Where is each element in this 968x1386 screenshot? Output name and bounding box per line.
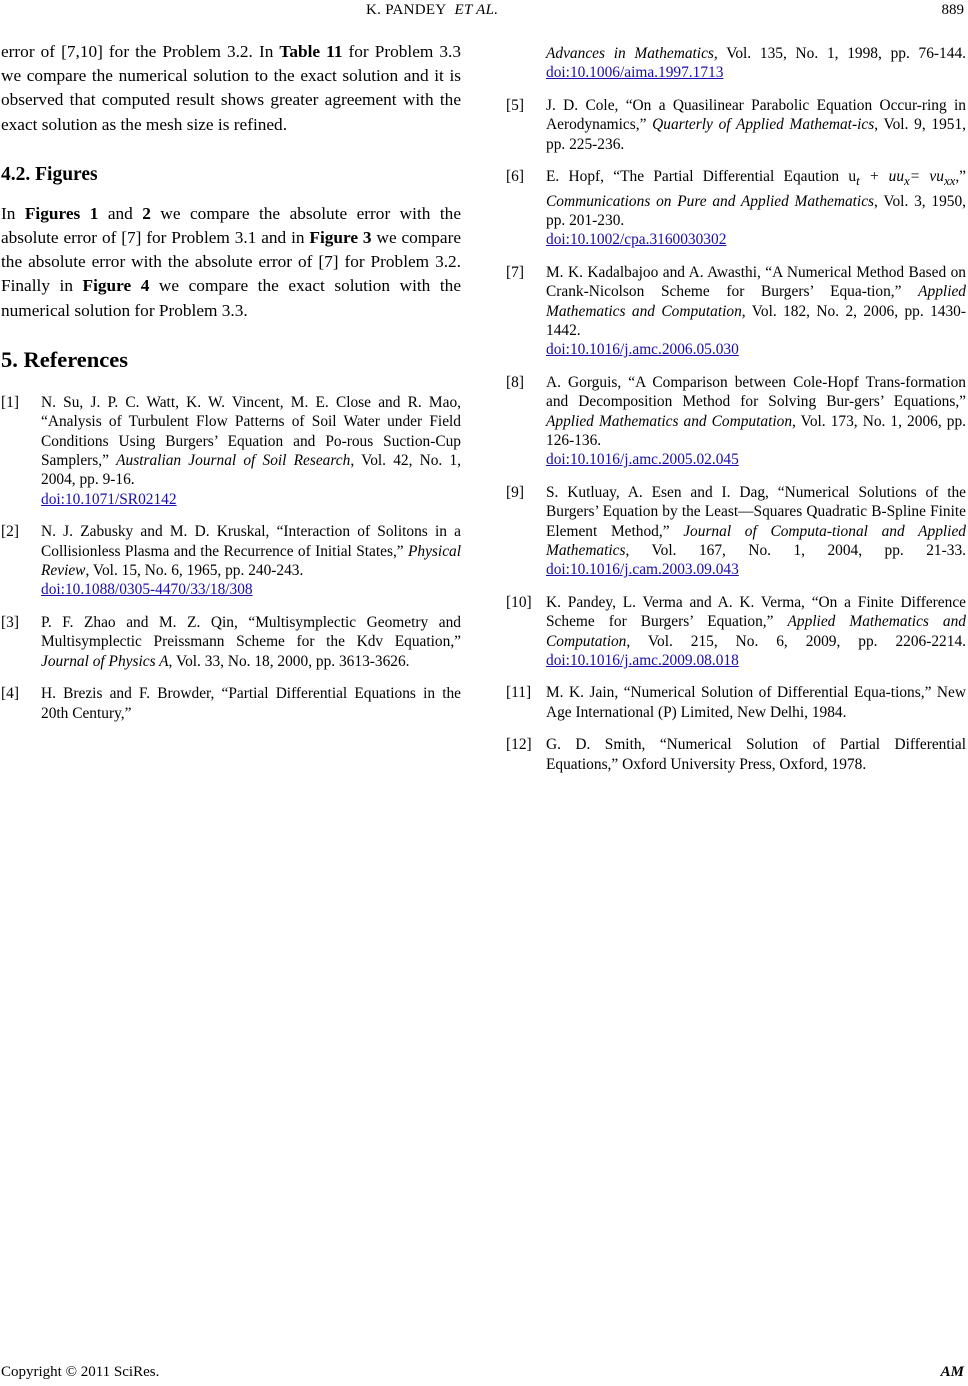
reference-item-continued — [506, 44, 966, 83]
reference-text: S. Kutluay, A. Esen and I. Dag, “Numerical Solutions of the Burgers’ Equation by the Least—Squares Quadratic B-Spline Finite Element Method,” — [546, 483, 966, 540]
doi-link[interactable]: doi:10.1006/aima.1997.1713 — [546, 64, 724, 82]
reference-text: , Vol. 167, No. 1, 2004, pp. 21-33. — [625, 542, 966, 560]
reference-number: [9] — [506, 483, 524, 501]
reference-number: [12] — [506, 736, 532, 754]
figures-paragraph — [1, 202, 461, 323]
reference-journal: Applied Mathematics and Computation — [546, 613, 967, 650]
reference-text: P. F. Zhao and M. Z. Qin, “Multisymplectic Geometry and Multisymplectic Preissmann Scheme for the Kdv Equation,” — [41, 613, 461, 651]
reference-number: [4] — [1, 685, 19, 703]
reference-item — [1, 393, 461, 509]
reference-journal: Journal of Computa-tional and Applied Mathematics — [546, 522, 966, 560]
subscript: xx — [943, 174, 956, 189]
reference-text: , Vol. 173, No. 1, 2006, pp. 126-136. — [546, 412, 966, 449]
subscript: t — [856, 174, 860, 189]
reference-journal: Advances in Mathematics — [546, 45, 714, 62]
reference-text: H. Brezis and F. Browder, “Partial Differential Equations in the 20th Century,” — [41, 685, 461, 722]
text-run: we compare the absolute error with the absolute error of [7] for Problem 3.2. Finally in — [1, 228, 461, 296]
reference-journal: Applied Mathematics and Computation — [546, 283, 966, 320]
reference-item — [1, 613, 461, 671]
reference-number: [5] — [506, 96, 524, 114]
section-heading-references: 5. References — [1, 346, 129, 372]
figure-ref: Figures 1 — [24, 203, 99, 223]
reference-number: [7] — [506, 263, 524, 281]
subscript: x — [904, 174, 910, 189]
text-run: error of [7,10] for the Problem 3.2. In — [1, 42, 280, 61]
reference-text: , Vol. 182, No. 2, 2006, pp. 1430-1442. — [546, 302, 967, 339]
doi-link[interactable]: doi:10.1002/cpa.3160030302 — [546, 231, 727, 249]
text-run: and — [98, 203, 143, 223]
reference-text: M. K. Kadalbajoo and A. Awasthi, “A Numerical Method Based on Crank-Nicolson Scheme for Burgers’ Equa-tion,” — [546, 263, 966, 301]
references-list-left — [1, 393, 461, 723]
reference-number: [10] — [506, 593, 532, 611]
journal-abbreviation: AM — [940, 1364, 964, 1380]
math-text: = νu — [909, 168, 944, 186]
reference-text: K. Pandey, L. Verma and A. K. Verma, “On a Finite Difference Scheme for Burgers’ Equation,” — [546, 593, 966, 631]
text-run: we compare the absolute error with the absolute error of [7] for Problem 3.1 and in — [1, 203, 461, 248]
reference-text: N. Su, J. P. C. Watt, K. W. Vincent, M. E. Close and R. Mao, “Analysis of Turbulent Flow Patterns of Soil Water under Field Conditions Using Burgers’ Equation and Po-rous Suction-Cup Samplers,” — [41, 393, 461, 470]
reference-journal: Australian Journal of Soil Research — [116, 452, 351, 470]
reference-item — [506, 263, 966, 360]
running-etal: ET AL. — [454, 2, 499, 18]
reference-text: N. J. Zabusky and M. D. Kruskal, “Interaction of Solitons in a Collisionless Plasma and the Recurrence of Initial States,” — [41, 523, 461, 560]
reference-text: M. K. Jain, “Numerical Solution of Differential Equa-tions,” New Age International (P) Limited, New Delhi, 1984. — [546, 684, 966, 721]
reference-journal: Journal of Physics A — [41, 652, 169, 670]
reference-item — [506, 593, 966, 671]
reference-text: , Vol. 135, No. 1, 1998, pp. 76-144. — [713, 45, 966, 62]
reference-text: A. Gorguis, “A Comparison between Cole-Hopf Trans-formation and Decomposition Method for Solving Bur-gers’ Equations,” — [546, 373, 966, 411]
reference-text: , Vol. 9, 1951, pp. 225-236. — [546, 116, 967, 153]
reference-item — [1, 684, 461, 723]
intro-paragraph — [1, 40, 461, 137]
reference-number: [1] — [1, 393, 19, 411]
reference-item — [506, 683, 966, 722]
reference-number: [6] — [506, 168, 524, 186]
reference-number: [3] — [1, 613, 19, 631]
figure-ref: Figure 4 — [82, 276, 150, 296]
reference-journal: Communications on Pure and Applied Mathematics — [546, 192, 875, 210]
figure-ref: Figure 3 — [309, 228, 372, 248]
reference-text: , Vol. 33, No. 18, 2000, pp. 3613-3626. — [168, 652, 410, 670]
doi-link[interactable]: doi:10.1071/SR02142 — [41, 490, 177, 508]
reference-text: , Vol. 215, No. 6, 2009, pp. 2206-2214. — [626, 632, 966, 650]
reference-text: ,” — [955, 168, 967, 186]
reference-number: [11] — [506, 684, 532, 702]
doi-link[interactable]: doi:10.1016/j.amc.2005.02.045 — [546, 451, 739, 469]
references-list-right — [506, 44, 966, 774]
text-run: we compare the exact solution with the numerical solution for Problem 3.3. — [1, 276, 461, 320]
reference-journal: Physical Review — [41, 542, 461, 580]
doi-link[interactable]: doi:10.1016/j.amc.2009.08.018 — [546, 652, 739, 670]
reference-number: [2] — [1, 523, 19, 541]
reference-journal: Quarterly of Applied Mathemat-ics — [652, 116, 875, 134]
running-header — [0, 2, 968, 22]
reference-item — [506, 96, 966, 154]
reference-text: , Vol. 42, No. 1, 2004, pp. 9-16. — [41, 452, 461, 489]
text-run: for Problem 3.3 we compare the numerical solution to the exact solution and it is observed that computed result shows greater agreement with the exact solution as the mesh size is refined. — [1, 42, 461, 134]
reference-item — [506, 167, 966, 250]
reference-item — [1, 522, 461, 600]
reference-item — [506, 373, 966, 470]
reference-item — [506, 483, 966, 580]
table-ref: Table 11 — [279, 42, 343, 61]
left-column — [1, 40, 461, 723]
reference-item — [506, 735, 966, 774]
reference-text: E. Hopf, “The Partial Differential Eqaution u — [546, 168, 857, 186]
page-number: 889 — [941, 2, 964, 18]
reference-number: [8] — [506, 373, 524, 391]
section-heading-figures: 4.2. Figures — [1, 163, 98, 185]
text-run: In — [1, 203, 25, 223]
doi-link[interactable]: doi:10.1016/j.amc.2006.05.030 — [546, 341, 739, 359]
reference-text: , Vol. 15, No. 6, 1965, pp. 240-243. — [85, 562, 304, 580]
copyright-notice: Copyright © 2011 SciRes. — [1, 1364, 160, 1380]
doi-link[interactable]: doi:10.1016/j.cam.2003.09.043 — [546, 561, 739, 579]
page-footer — [0, 1364, 968, 1384]
right-column — [506, 44, 966, 774]
math-text: + uu — [859, 168, 905, 186]
reference-text: , Vol. 3, 1950, pp. 201-230. — [546, 192, 967, 229]
doi-link[interactable]: doi:10.1088/0305-4470/33/18/308 — [41, 581, 253, 599]
reference-text: J. D. Cole, “On a Quasilinear Parabolic Equation Occur-ring in Aerodynamics,” — [546, 96, 966, 134]
figure-ref: 2 — [142, 203, 151, 223]
reference-text: G. D. Smith, “Numerical Solution of Partial Differential Equations,” Oxford University Press, Oxford, 1978. — [546, 736, 966, 773]
running-title — [366, 2, 498, 19]
running-author: K. PANDEY — [366, 2, 447, 18]
reference-journal: Applied Mathematics and Computation — [546, 412, 793, 430]
